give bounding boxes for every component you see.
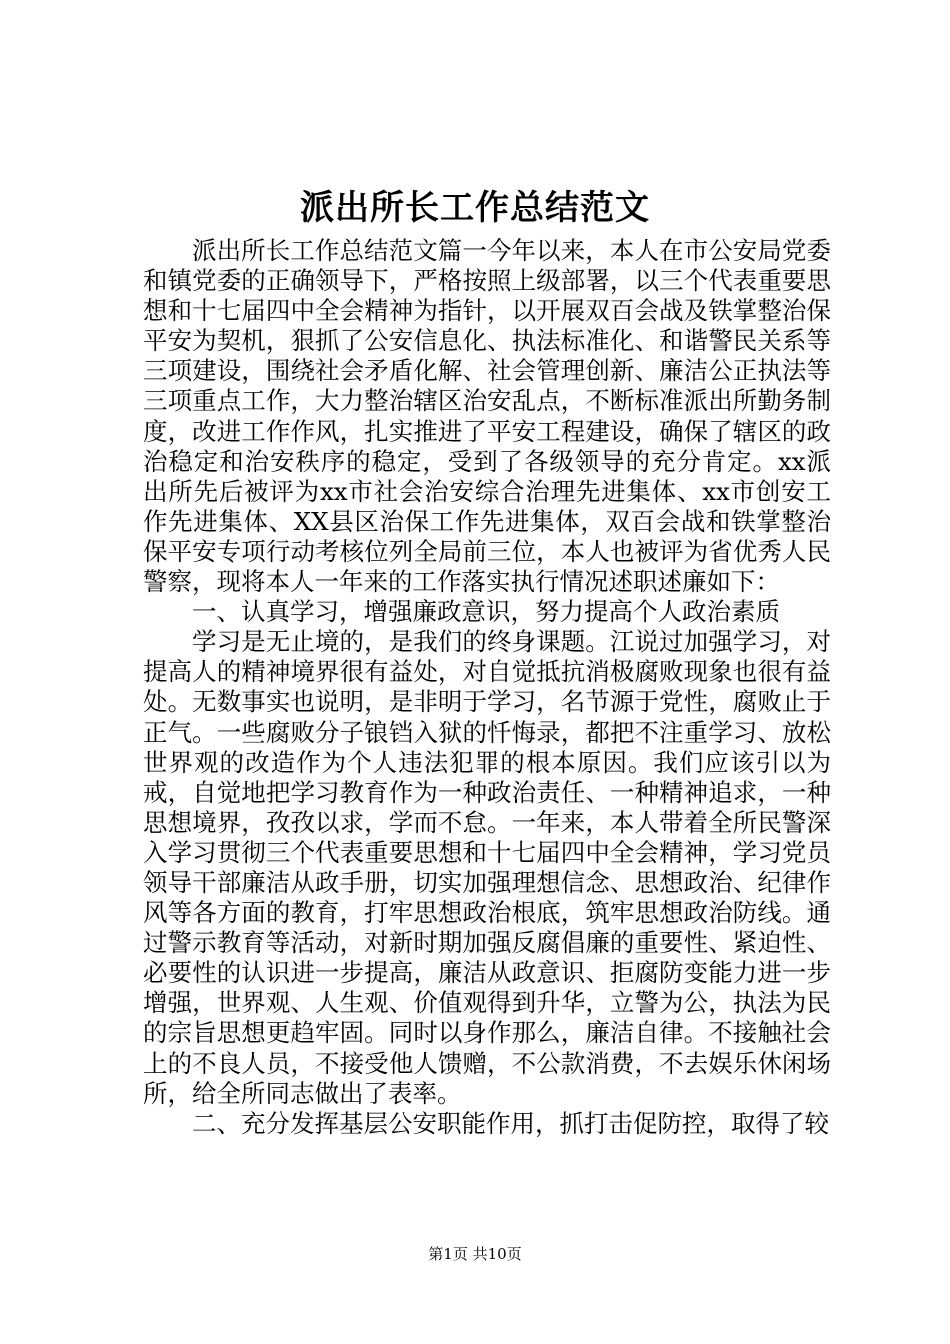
page-title: 派出所长工作总结范文: [300, 188, 650, 228]
paragraph-intro: 派出所长工作总结范文篇一今年以来，本人在市公安局党委和镇党委的正确领导下，严格按照上级部署，以三个代表重要思想和十七届四中全会精神为指针，以开展双百会战及铁掌整治保平安为契机，狠抓了公安信息化、执法标准化、和谐警民关系等三项建设，围绕社会矛盾化解、社会管理创新、廉洁公正执法等三项重点工作，大力整治辖区治安乱点，不断标准派出所勤务制度，改进工作作风，扎实推进了平安工程建设，确保了辖区的政治稳定和治安秩序的稳定，受到了各级领导的充分肯定。xx派出所先后被评为xx市社会治安综合治理先进集体、xx市创安工作先进集体、XX县区治保工作先进集体，双百会战和铁掌整治保平安专项行动考核位列全局前三位，本人也被评为省优秀人民警察，现将本人一年来的工作落实执行情况述职述廉如下：: [143, 236, 831, 597]
section-heading-1: 一、认真学习，增强廉政意识，努力提高个人政治素质: [192, 597, 780, 627]
page-footer: 第1页 共10页: [428, 1245, 522, 1263]
section-heading-2: 二、充分发挥基层公安职能作用，抓打击促防控，取得了较: [192, 1108, 829, 1138]
paragraph-study: 学习是无止境的，是我们的终身课题。江说过加强学习，对提高人的精神境界很有益处，对自觉抵抗消极腐败现象也很有益处。无数事实也说明，是非明于学习，名节源于党性，腐败止于正气。一些腐败分子锒铛入狱的忏悔录，都把不注重学习、放松世界观的改造作为个人违法犯罪的根本原因。我们应该引以为戒，自觉地把学习教育作为一种政治责任、一种精神追求，一种思想境界，孜孜以求，学而不怠。一年来，本人带着全所民警深入学习贯彻三个代表重要思想和十七届四中全会精神，学习党员领导干部廉洁从政手册，切实加强理想信念、思想政治、纪律作风等各方面的教育，打牢思想政治根底，筑牢思想政治防线。通过警示教育等活动，对新时期加强反腐倡廉的重要性、紧迫性、必要性的认识进一步提高，廉洁从政意识、拒腐防变能力进一步增强，世界观、人生观、价值观得到升华，立警为公，执法为民的宗旨思想更趋牢固。同时以身作那么，廉洁自律。不接触社会上的不良人员，不接受他人馈赠，不公款消费，不去娱乐休闲场所，给全所同志做出了表率。: [143, 627, 831, 1108]
document-body: [143, 236, 831, 1139]
